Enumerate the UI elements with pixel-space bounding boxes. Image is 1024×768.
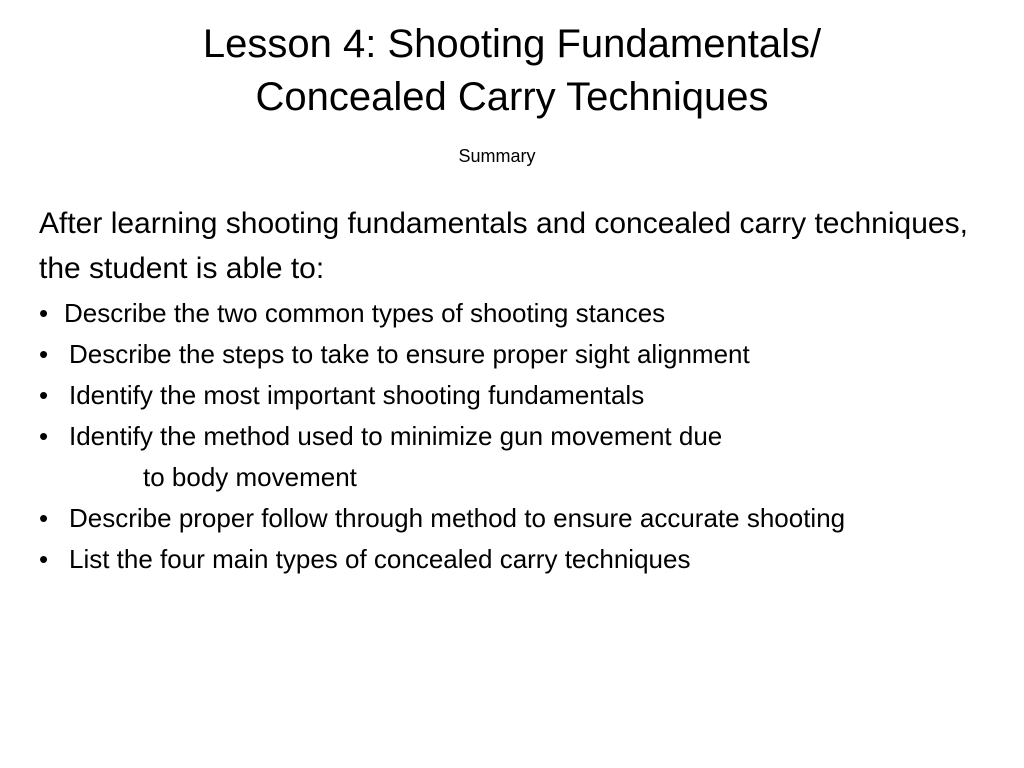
list-item xyxy=(39,498,979,539)
list-item xyxy=(39,375,979,416)
list-item-text: Identify the most important shooting fundamentals xyxy=(69,380,645,410)
bullet-icon: • xyxy=(39,380,49,410)
list-item xyxy=(39,293,979,334)
list-item-text: Describe proper follow through method to ensure accurate shooting xyxy=(69,503,846,533)
title-line-1: Lesson 4: Shooting Fundamentals/ xyxy=(202,22,822,66)
list-item-text: Describe the steps to take to ensure proper sight alignment xyxy=(69,339,750,369)
intro-text: After learning shooting fundamentals and concealed carry techniques, the student is able to: xyxy=(39,207,968,285)
list-item-continuation: to body movement xyxy=(143,462,357,492)
slide-subtitle: Summary xyxy=(458,146,536,166)
list-item-text: Describe the two common types of shooting stances xyxy=(64,298,666,328)
title-line-2: Concealed Carry Techniques xyxy=(255,75,769,119)
bullet-icon: • xyxy=(39,298,49,328)
list-item xyxy=(39,416,979,498)
list-item-text: List the four main types of concealed carry techniques xyxy=(69,544,691,574)
objective-list xyxy=(39,293,979,580)
bullet-icon: • xyxy=(39,421,49,451)
list-item xyxy=(39,539,979,580)
bullet-icon: • xyxy=(39,339,49,369)
slide-title xyxy=(100,18,924,124)
slide-body xyxy=(39,201,979,580)
list-item xyxy=(39,334,979,375)
list-item-text: Identify the method used to minimize gun movement due xyxy=(69,421,723,451)
bullet-icon: • xyxy=(39,503,49,533)
bullet-icon: • xyxy=(39,544,49,574)
